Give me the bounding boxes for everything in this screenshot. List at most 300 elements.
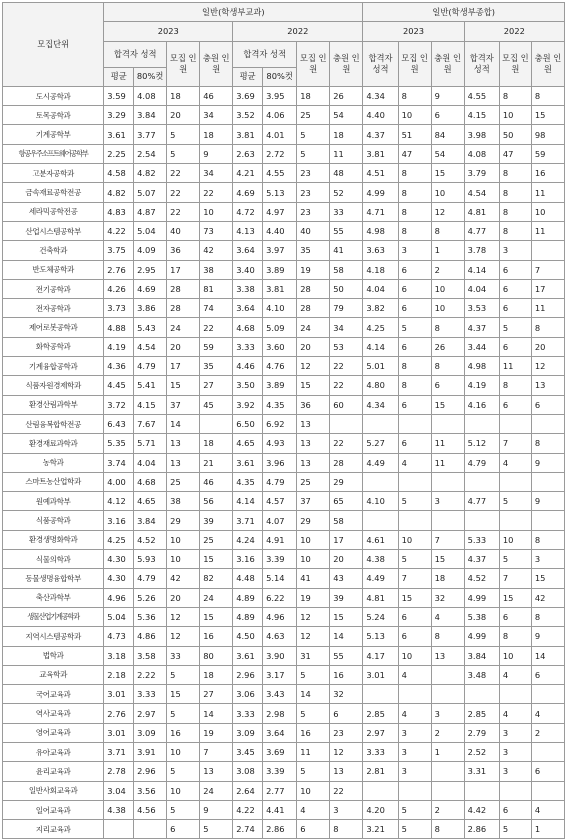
- value-cell: 25: [167, 472, 200, 491]
- value-cell: 3.91: [134, 742, 167, 761]
- value-cell: 3.95: [263, 86, 297, 105]
- value-cell: 6: [531, 395, 564, 414]
- value-cell: 2.85: [464, 704, 499, 723]
- value-cell: 36: [167, 241, 200, 260]
- value-cell: 3.69: [263, 742, 297, 761]
- value-cell: 51: [398, 125, 431, 144]
- value-cell: 5: [398, 820, 431, 839]
- value-cell: [363, 685, 398, 704]
- value-cell: 15: [167, 376, 200, 395]
- value-cell: 11: [431, 453, 464, 472]
- value-cell: 4.04: [363, 279, 398, 298]
- value-cell: 6: [531, 762, 564, 781]
- value-cell: 3.39: [263, 550, 297, 569]
- value-cell: [200, 414, 233, 433]
- value-cell: 9: [200, 144, 233, 163]
- value-cell: 18: [167, 86, 200, 105]
- value-cell: 4.46: [233, 357, 263, 376]
- value-cell: 38: [167, 492, 200, 511]
- value-cell: 14: [330, 627, 363, 646]
- value-cell: 3.18: [104, 646, 134, 665]
- value-cell: 3: [398, 742, 431, 761]
- value-cell: 4.40: [263, 221, 297, 240]
- value-cell: 11: [297, 742, 330, 761]
- unit-name-cell: 일어교육과: [3, 800, 104, 819]
- value-cell: 17: [330, 530, 363, 549]
- value-cell: 5.36: [134, 607, 167, 626]
- value-cell: 4.36: [104, 357, 134, 376]
- value-cell: 4.79: [263, 472, 297, 491]
- value-cell: 14: [531, 646, 564, 665]
- unit-name-cell: 환경생명화학과: [3, 530, 104, 549]
- unit-name-cell: 식물의학과: [3, 550, 104, 569]
- value-cell: 6: [330, 704, 363, 723]
- value-cell: 3.33: [233, 337, 263, 356]
- value-cell: 15: [167, 685, 200, 704]
- value-cell: 5: [200, 820, 233, 839]
- value-cell: 8: [499, 164, 531, 183]
- value-cell: 15: [200, 550, 233, 569]
- value-cell: 3.09: [134, 723, 167, 742]
- value-cell: 2.18: [104, 665, 134, 684]
- value-cell: 34: [200, 164, 233, 183]
- value-cell: 5.07: [134, 183, 167, 202]
- table-row: [3, 588, 565, 607]
- value-cell: 82: [200, 569, 233, 588]
- value-cell: 47: [398, 144, 431, 163]
- value-cell: 53: [330, 337, 363, 356]
- value-cell: [134, 820, 167, 839]
- value-cell: 4.65: [134, 492, 167, 511]
- unit-name-cell: 항공우주소프트웨어공학부: [3, 144, 104, 163]
- admission-results-table: [2, 2, 565, 839]
- value-cell: 4.22: [233, 800, 263, 819]
- unit-name-cell: 토목공학과: [3, 106, 104, 125]
- value-cell: 4.99: [464, 627, 499, 646]
- table-row: [3, 86, 565, 105]
- value-cell: 25: [200, 530, 233, 549]
- value-cell: 6: [398, 434, 431, 453]
- value-cell: 3.71: [104, 742, 134, 761]
- value-cell: 3.82: [363, 299, 398, 318]
- value-cell: 3.16: [104, 511, 134, 530]
- value-cell: 2.25: [104, 144, 134, 163]
- value-cell: [398, 685, 431, 704]
- value-cell: 25: [297, 106, 330, 125]
- value-cell: 3: [431, 704, 464, 723]
- value-cell: 10: [167, 781, 200, 800]
- value-cell: 10: [398, 646, 431, 665]
- unit-name-cell: 일반사회교육과: [3, 781, 104, 800]
- unit-name-cell: 역사교육과: [3, 704, 104, 723]
- value-cell: 10: [499, 106, 531, 125]
- value-cell: 1: [531, 820, 564, 839]
- value-cell: 4.37: [464, 318, 499, 337]
- value-cell: 15: [398, 588, 431, 607]
- value-cell: 7.67: [134, 414, 167, 433]
- value-cell: 4.98: [464, 357, 499, 376]
- value-cell: 20: [531, 337, 564, 356]
- value-cell: 22: [200, 183, 233, 202]
- unit-name-cell: 제어로봇공학과: [3, 318, 104, 337]
- value-cell: 3.21: [363, 820, 398, 839]
- value-cell: 7: [431, 530, 464, 549]
- value-cell: 5: [398, 550, 431, 569]
- value-cell: 3.08: [233, 762, 263, 781]
- value-cell: 4: [431, 607, 464, 626]
- value-cell: 6: [398, 299, 431, 318]
- value-cell: [464, 414, 499, 433]
- value-cell: 4.73: [104, 627, 134, 646]
- value-cell: 4.55: [263, 164, 297, 183]
- value-cell: 5.38: [464, 607, 499, 626]
- value-cell: 6: [531, 665, 564, 684]
- value-cell: 23: [297, 164, 330, 183]
- value-cell: 11: [531, 299, 564, 318]
- header-a-2023-cut: 80%컷: [134, 67, 167, 86]
- value-cell: 3.31: [464, 762, 499, 781]
- value-cell: 36: [297, 395, 330, 414]
- table-row: [3, 800, 565, 819]
- value-cell: 5: [297, 704, 330, 723]
- value-cell: 3.60: [263, 337, 297, 356]
- header-a-2022: 2022: [233, 22, 363, 41]
- value-cell: 58: [330, 260, 363, 279]
- value-cell: 8: [398, 376, 431, 395]
- value-cell: 3: [499, 241, 531, 260]
- value-cell: 3: [398, 241, 431, 260]
- value-cell: 15: [499, 588, 531, 607]
- value-cell: 46: [200, 472, 233, 491]
- value-cell: 33: [330, 202, 363, 221]
- value-cell: 10: [431, 299, 464, 318]
- value-cell: 17: [167, 260, 200, 279]
- value-cell: 17: [167, 357, 200, 376]
- value-cell: 22: [167, 183, 200, 202]
- unit-name-cell: 축산과학부: [3, 588, 104, 607]
- value-cell: 2: [531, 723, 564, 742]
- value-cell: 52: [330, 183, 363, 202]
- value-cell: 3.81: [233, 125, 263, 144]
- value-cell: 41: [330, 241, 363, 260]
- value-cell: 6: [499, 607, 531, 626]
- table-row: [3, 260, 565, 279]
- value-cell: 55: [330, 646, 363, 665]
- value-cell: [363, 781, 398, 800]
- value-cell: [464, 781, 499, 800]
- value-cell: 11: [531, 221, 564, 240]
- value-cell: 10: [297, 530, 330, 549]
- value-cell: 35: [200, 357, 233, 376]
- value-cell: 47: [499, 144, 531, 163]
- value-cell: 81: [200, 279, 233, 298]
- value-cell: 5: [499, 820, 531, 839]
- table-row: [3, 492, 565, 511]
- table-body: [3, 86, 565, 839]
- value-cell: 18: [200, 125, 233, 144]
- unit-name-cell: 화학공학과: [3, 337, 104, 356]
- unit-name-cell: 세라믹공학전공: [3, 202, 104, 221]
- header-a-2022-extra: 충원 인원: [330, 41, 363, 86]
- value-cell: 43: [330, 569, 363, 588]
- value-cell: 4.21: [233, 164, 263, 183]
- unit-name-cell: 환경재료과학과: [3, 434, 104, 453]
- value-cell: 22: [167, 202, 200, 221]
- value-cell: 4.88: [104, 318, 134, 337]
- value-cell: 4.61: [363, 530, 398, 549]
- value-cell: 2.76: [104, 704, 134, 723]
- value-cell: 4.99: [464, 588, 499, 607]
- value-cell: 4.10: [363, 492, 398, 511]
- value-cell: 5: [297, 125, 330, 144]
- value-cell: 15: [431, 550, 464, 569]
- value-cell: 6.50: [233, 414, 263, 433]
- value-cell: 8: [531, 607, 564, 626]
- value-cell: 10: [431, 183, 464, 202]
- value-cell: 3.92: [233, 395, 263, 414]
- value-cell: 5.35: [104, 434, 134, 453]
- value-cell: 6: [167, 820, 200, 839]
- value-cell: 3.96: [263, 453, 297, 472]
- value-cell: 8: [531, 86, 564, 105]
- table-row: [3, 221, 565, 240]
- value-cell: 13: [330, 762, 363, 781]
- value-cell: 4.50: [233, 627, 263, 646]
- table-row: [3, 164, 565, 183]
- value-cell: 7: [499, 434, 531, 453]
- header-a-2022-avg: 평균: [233, 67, 263, 86]
- value-cell: 3.84: [134, 511, 167, 530]
- value-cell: 4.17: [363, 646, 398, 665]
- value-cell: 5.01: [363, 357, 398, 376]
- value-cell: 3.39: [263, 762, 297, 781]
- unit-name-cell: 윤리교육과: [3, 762, 104, 781]
- value-cell: 8: [531, 318, 564, 337]
- value-cell: 8: [398, 183, 431, 202]
- value-cell: 10: [167, 550, 200, 569]
- value-cell: 5.04: [104, 607, 134, 626]
- value-cell: 8: [499, 183, 531, 202]
- value-cell: 27: [200, 685, 233, 704]
- value-cell: [531, 742, 564, 761]
- value-cell: 29: [297, 511, 330, 530]
- value-cell: 10: [499, 646, 531, 665]
- value-cell: 4.91: [263, 530, 297, 549]
- value-cell: 4.69: [134, 279, 167, 298]
- value-cell: 4.19: [104, 337, 134, 356]
- value-cell: [464, 685, 499, 704]
- value-cell: 4.42: [464, 800, 499, 819]
- value-cell: 5: [398, 492, 431, 511]
- value-cell: 22: [200, 318, 233, 337]
- value-cell: 4.79: [134, 357, 167, 376]
- value-cell: 10: [398, 106, 431, 125]
- value-cell: 18: [431, 569, 464, 588]
- value-cell: 4.00: [104, 472, 134, 491]
- value-cell: 4: [499, 453, 531, 472]
- value-cell: 4.80: [363, 376, 398, 395]
- value-cell: 3.56: [134, 781, 167, 800]
- value-cell: 7: [531, 260, 564, 279]
- value-cell: 3.79: [464, 164, 499, 183]
- value-cell: 4: [499, 665, 531, 684]
- value-cell: 6: [398, 279, 431, 298]
- value-cell: 12: [531, 357, 564, 376]
- value-cell: [363, 511, 398, 530]
- value-cell: 2.86: [464, 820, 499, 839]
- value-cell: 3.98: [464, 125, 499, 144]
- value-cell: 6: [297, 820, 330, 839]
- header-b-2022-recruit: 모집 인원: [499, 41, 531, 86]
- header-unit: 모집단위: [3, 3, 104, 87]
- value-cell: 32: [431, 588, 464, 607]
- value-cell: 3.52: [233, 106, 263, 125]
- value-cell: 4.81: [363, 588, 398, 607]
- value-cell: 3.64: [233, 241, 263, 260]
- table-row: [3, 414, 565, 433]
- value-cell: 4: [398, 665, 431, 684]
- value-cell: 58: [330, 511, 363, 530]
- value-cell: 5: [499, 318, 531, 337]
- value-cell: 24: [167, 318, 200, 337]
- value-cell: 6: [398, 260, 431, 279]
- value-cell: 4: [297, 800, 330, 819]
- value-cell: 27: [200, 376, 233, 395]
- value-cell: 4.07: [263, 511, 297, 530]
- value-cell: 3.61: [233, 453, 263, 472]
- value-cell: 23: [330, 723, 363, 742]
- value-cell: 4.40: [363, 106, 398, 125]
- value-cell: 4.97: [263, 202, 297, 221]
- value-cell: 2.86: [263, 820, 297, 839]
- value-cell: 24: [200, 588, 233, 607]
- value-cell: 4.30: [104, 569, 134, 588]
- value-cell: 4.69: [233, 183, 263, 202]
- value-cell: 22: [167, 164, 200, 183]
- value-cell: 5.93: [134, 550, 167, 569]
- value-cell: 3.73: [104, 299, 134, 318]
- value-cell: 4.76: [263, 357, 297, 376]
- value-cell: 3.06: [233, 685, 263, 704]
- value-cell: 6: [499, 299, 531, 318]
- value-cell: 4.04: [134, 453, 167, 472]
- value-cell: 4.89: [233, 588, 263, 607]
- value-cell: 3: [499, 723, 531, 742]
- value-cell: 4.19: [464, 376, 499, 395]
- value-cell: 4.37: [363, 125, 398, 144]
- value-cell: 2.96: [233, 665, 263, 684]
- value-cell: 6.43: [104, 414, 134, 433]
- value-cell: 12: [330, 742, 363, 761]
- value-cell: 14: [200, 704, 233, 723]
- table-row: [3, 357, 565, 376]
- value-cell: 10: [499, 530, 531, 549]
- value-cell: 28: [167, 299, 200, 318]
- value-cell: 7: [499, 569, 531, 588]
- unit-name-cell: 환경산림과학부: [3, 395, 104, 414]
- table-row: [3, 742, 565, 761]
- value-cell: 9: [531, 492, 564, 511]
- value-cell: 38: [200, 260, 233, 279]
- value-cell: 31: [297, 646, 330, 665]
- value-cell: 16: [330, 665, 363, 684]
- value-cell: 8: [398, 221, 431, 240]
- value-cell: 3: [499, 762, 531, 781]
- value-cell: 4.16: [464, 395, 499, 414]
- value-cell: 4.86: [134, 627, 167, 646]
- value-cell: [431, 414, 464, 433]
- value-cell: 10: [297, 781, 330, 800]
- value-cell: 5: [297, 144, 330, 163]
- value-cell: 8: [499, 86, 531, 105]
- value-cell: [398, 511, 431, 530]
- value-cell: 2.52: [464, 742, 499, 761]
- value-cell: 4.18: [363, 260, 398, 279]
- value-cell: 4.93: [263, 434, 297, 453]
- value-cell: 5: [167, 762, 200, 781]
- value-cell: 5: [499, 550, 531, 569]
- unit-name-cell: 산림융복합학전공: [3, 414, 104, 433]
- table-row: [3, 646, 565, 665]
- unit-name-cell: 기계융합공학과: [3, 357, 104, 376]
- value-cell: 5: [167, 125, 200, 144]
- table-row: [3, 434, 565, 453]
- value-cell: 14: [297, 685, 330, 704]
- unit-name-cell: 기계공학부: [3, 125, 104, 144]
- unit-name-cell: 농학과: [3, 453, 104, 472]
- value-cell: 5.41: [134, 376, 167, 395]
- value-cell: 3.72: [104, 395, 134, 414]
- value-cell: 7: [398, 569, 431, 588]
- value-cell: 26: [431, 337, 464, 356]
- value-cell: 8: [499, 376, 531, 395]
- value-cell: 80: [200, 646, 233, 665]
- value-cell: [499, 685, 531, 704]
- value-cell: 5: [167, 800, 200, 819]
- value-cell: 3.01: [104, 723, 134, 742]
- value-cell: 59: [200, 337, 233, 356]
- value-cell: 4.13: [233, 221, 263, 240]
- unit-name-cell: 건축학과: [3, 241, 104, 260]
- value-cell: 22: [330, 781, 363, 800]
- table-row: [3, 376, 565, 395]
- value-cell: 4.45: [104, 376, 134, 395]
- value-cell: 8: [431, 221, 464, 240]
- value-cell: 4.37: [464, 550, 499, 569]
- header-a-2023-grade: 합격자 성적: [104, 41, 167, 67]
- value-cell: 11: [531, 183, 564, 202]
- value-cell: 9: [200, 800, 233, 819]
- unit-name-cell: 유아교육과: [3, 742, 104, 761]
- value-cell: 6: [499, 800, 531, 819]
- header-a-2022-grade: 합격자 성적: [233, 41, 297, 67]
- value-cell: 4.14: [464, 260, 499, 279]
- value-cell: 10: [167, 742, 200, 761]
- value-cell: 5: [167, 144, 200, 163]
- value-cell: 13: [531, 376, 564, 395]
- value-cell: 10: [297, 550, 330, 569]
- value-cell: 4.99: [363, 183, 398, 202]
- value-cell: 4.34: [363, 395, 398, 414]
- value-cell: [431, 511, 464, 530]
- header-b-2023: 2023: [363, 22, 464, 41]
- value-cell: 5.26: [134, 588, 167, 607]
- value-cell: 8: [398, 86, 431, 105]
- value-cell: 9: [431, 86, 464, 105]
- value-cell: 8: [531, 530, 564, 549]
- unit-name-cell: 도시공학과: [3, 86, 104, 105]
- value-cell: 2: [431, 800, 464, 819]
